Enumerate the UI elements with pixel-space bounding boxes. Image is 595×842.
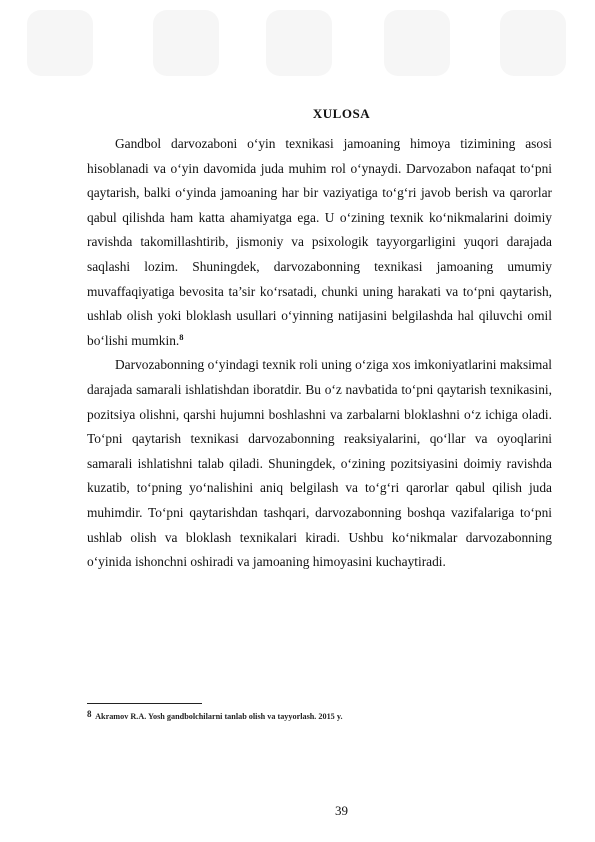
footnote <box>87 709 552 721</box>
paragraph-2: Darvozabonning o‘yindagi texnik roli uning o‘ziga xos imkoniyatlarini maksimal darajada samarali ishlatishdan iboratdir. Bu o‘z navbatida to‘pni qaytarish texnikasini, pozitsiya olishni, qarshi hujumni boshlashni va zarbalarni bloklashni o‘z ichiga oladi. To‘pni qaytarish texnikasi darvozabonning reaksiyalarini, qo‘llar va oyoqlarini samarali ishlatishni talab qiladi. Shuningdek, o‘zining pozitsiyasini doimiy ravishda kuzatib, to‘pning yo‘nalishini aniq belgilash va to‘g‘ri qarorlar qabul qilish juda muhimdir. To‘pni qaytarishdan tashqari, darvozabonning boshqa vazifalariga to‘pni ushlab olish va bloklash texnikalari kiradi. Ushbu ko‘nikmalar darvozabonning o‘yinida ishonchni oshiradi va jamoaning himoyasini kuchaytiradi. <box>87 357 552 570</box>
paragraph-1-text: Gandbol darvozaboni o‘yin texnikasi jamoaning himoya tizimining asosi hisoblanadi va o‘yin davomida juda muhim rol o‘ynaydi. Darvozabon nafaqat to‘pni qaytarish, balki o‘yinda jamoaning har bir vaziyatiga to‘g‘ri javob berish va qarorlar qabul qilishda ham katta ahamiyatga ega. U o‘zining texnik ko‘nikmalarini doimiy ravishda takomillashtirib, jismoniy va psixologik tayyorgarligini yuqori darajada saqlashi lozim. Shuningdek, darvozabonning texnikasi jamoaning umumiy muvaffaqiyatiga bevosita ta’sir ko‘rsatadi, chunki uning harakati va to‘pni qaytarish, ushlab olish yoki bloklash usullari o‘yinning natijasini belgilashda hal qiluvchi omil bo‘lishi mumkin. <box>87 136 552 348</box>
footnote-number: 8 <box>87 709 92 719</box>
footnote-reference[interactable]: 8 <box>179 331 184 342</box>
page-number: 39 <box>335 803 348 818</box>
watermark-shape <box>266 10 332 76</box>
paragraph-1 <box>87 132 552 353</box>
watermark-shape <box>27 10 93 76</box>
body-text <box>87 132 552 575</box>
watermark-shape <box>153 10 219 76</box>
footnote-divider <box>87 703 202 704</box>
watermark-shape <box>500 10 566 76</box>
watermark-shape <box>384 10 450 76</box>
page-title: XULOSA <box>312 106 371 121</box>
footnote-text: Akramov R.A. Yosh gandbolchilarni tanlab olish va tayyorlash. 2015 y. <box>95 712 343 721</box>
